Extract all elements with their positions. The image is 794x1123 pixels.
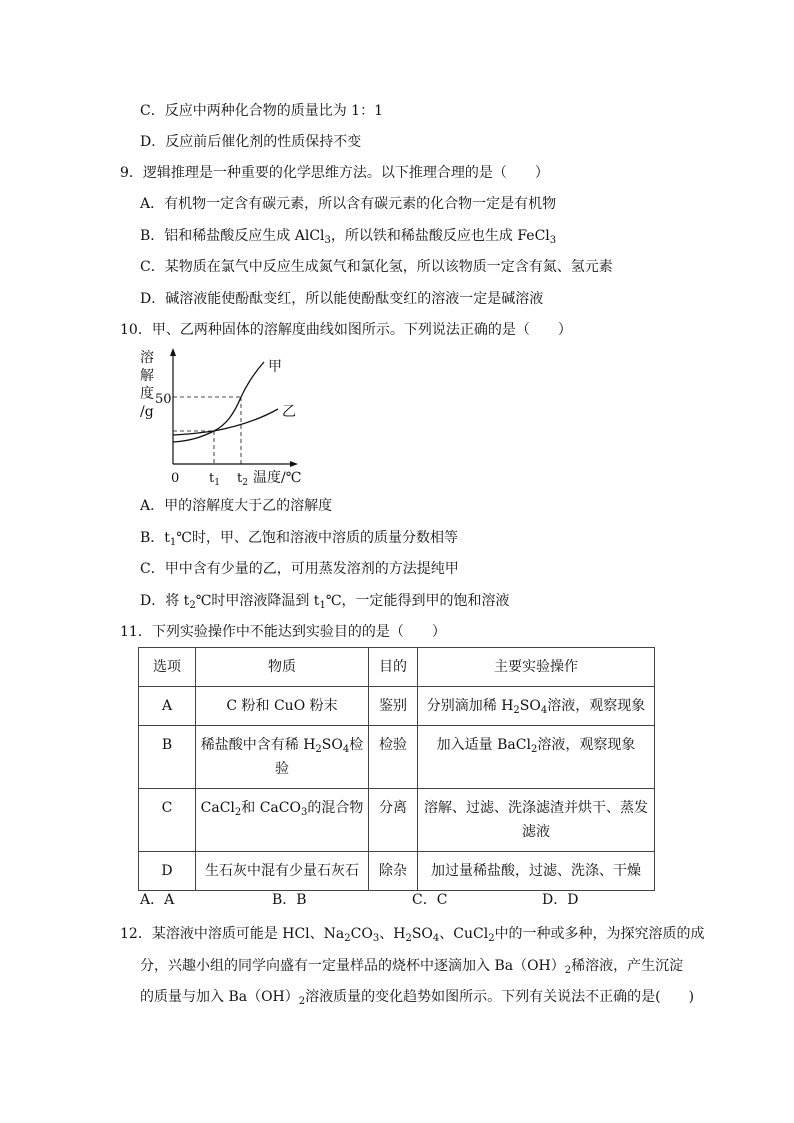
cell-substance: 生石灰中混有少量石灰石: [196, 852, 369, 891]
q8-option-c: C．反应中两种化合物的质量比为 1：1: [140, 103, 383, 119]
x-tick-t2: $t_2$: [237, 471, 248, 488]
q10-option-d: D．将 $t_2℃$时甲溶液降温到 $t_1℃$，一定能得到甲的饱和溶液: [140, 593, 510, 611]
y-axis-arrow: [170, 348, 176, 356]
q11-answer-a: A．A: [140, 892, 175, 908]
q11-stem: 11．下列实验操作中不能达到实验目的的是（ ）: [120, 624, 446, 640]
cell-option: A: [139, 687, 196, 726]
cell-option: D: [139, 852, 196, 891]
figure-ylabel-2: 解: [140, 368, 154, 384]
solubility-curve-figure: [130, 346, 310, 490]
figure-ylabel-1: 溶: [140, 350, 154, 366]
cell-operation: 加过量稀盐酸，过滤、洗涤、干燥: [418, 852, 655, 891]
q11-answer-d: D．D: [542, 892, 579, 908]
q9-stem: 9．逻辑推理是一种重要的化学思维方法。以下推理合理的是（ ）: [120, 165, 549, 181]
q11-answer-c: C．C: [412, 892, 448, 908]
q12-stem-line-1: 12．某溶液中溶质可能是 HCl、$Na_2CO_3$、$H_2SO_4$、CuCl$_2$中的一种或多种，为探究溶质的成: [120, 926, 705, 944]
cell-operation: 溶解、过滤、洗涤滤渣并烘干、蒸发滤液: [418, 789, 655, 852]
x-axis-arrow: [290, 461, 298, 467]
cell-purpose: 检验: [369, 726, 418, 789]
table-row: [139, 852, 655, 891]
cell-operation: 分别滴加稀 $H_2SO_4$溶液，观察现象: [418, 687, 655, 726]
q10-stem: 10．甲、乙两种固体的溶解度曲线如图所示。下列说法正确的是（ ）: [120, 322, 572, 338]
series-yi-label: 乙: [282, 404, 296, 420]
header-operation: 主要实验操作: [418, 648, 655, 687]
q11-answer-b: B．B: [272, 892, 307, 908]
q8-option-d: D．反应前后催化剂的性质保持不变: [140, 134, 362, 150]
cell-purpose: 除杂: [369, 852, 418, 891]
x-axis-label: 温度/℃: [253, 470, 302, 486]
cell-purpose: 分离: [369, 789, 418, 852]
cell-purpose: 鉴别: [369, 687, 418, 726]
table-row: [139, 726, 655, 789]
cell-substance: C 粉和 CuO 粉末: [196, 687, 369, 726]
cell-substance: CaCl$_2$和 CaCO$_3$的混合物: [196, 789, 369, 852]
q9-option-b: B．铝和稀盐酸反应生成 AlCl$_3$，所以铁和稀盐酸反应也生成 FeCl$_3$: [140, 228, 557, 246]
q10-option-c: C．甲中含有少量的乙，可用蒸发溶剂的方法提纯甲: [140, 561, 459, 577]
header-substance: 物质: [196, 648, 369, 687]
x-tick-t1: $t_1$: [209, 471, 220, 488]
origin-label: 0: [171, 471, 180, 486]
cell-option: B: [139, 726, 196, 789]
series-jia-label: 甲: [268, 359, 282, 375]
header-option: 选项: [139, 648, 196, 687]
q10-option-b: B．$t_1℃$时，甲、乙饱和溶液中溶质的质量分数相等: [140, 530, 458, 548]
table-row: [139, 789, 655, 852]
q9-option-c: C．某物质在氯气中反应生成氮气和氯化氢，所以该物质一定含有氮、氢元素: [140, 259, 613, 275]
y-tick-50: 50: [155, 392, 172, 407]
cell-substance: 稀盐酸中含有稀 $H_2SO_4$检验: [196, 726, 369, 789]
q12-stem-line-3: 的质量与加入 $Ba(OH)_2$溶液质量的变化趋势如图所示。下列有关说法不正确的是( ): [140, 989, 695, 1007]
experiment-table: [138, 647, 655, 891]
table-row: [139, 687, 655, 726]
header-purpose: 目的: [369, 648, 418, 687]
figure-ylabel-4: /g: [140, 404, 154, 420]
q9-option-d: D．碱溶液能使酚酞变红，所以能使酚酞变红的溶液一定是碱溶液: [140, 291, 544, 307]
q12-stem-line-2: 分，兴趣小组的同学向盛有一定量样品的烧杯中逐滴加入 $Ba(OH)_2$稀溶液，产生沉淀: [140, 958, 684, 976]
cell-option: C: [139, 789, 196, 852]
figure-ylabel-3: 度: [140, 386, 154, 402]
cell-operation: 加入适量 BaCl$_2$溶液，观察现象: [418, 726, 655, 789]
q10-option-a: A．甲的溶解度大于乙的溶解度: [140, 498, 333, 514]
table-header-row: [139, 648, 655, 687]
q9-option-a: A．有机物一定含有碳元素，所以含有碳元素的化合物一定是有机物: [140, 196, 557, 212]
